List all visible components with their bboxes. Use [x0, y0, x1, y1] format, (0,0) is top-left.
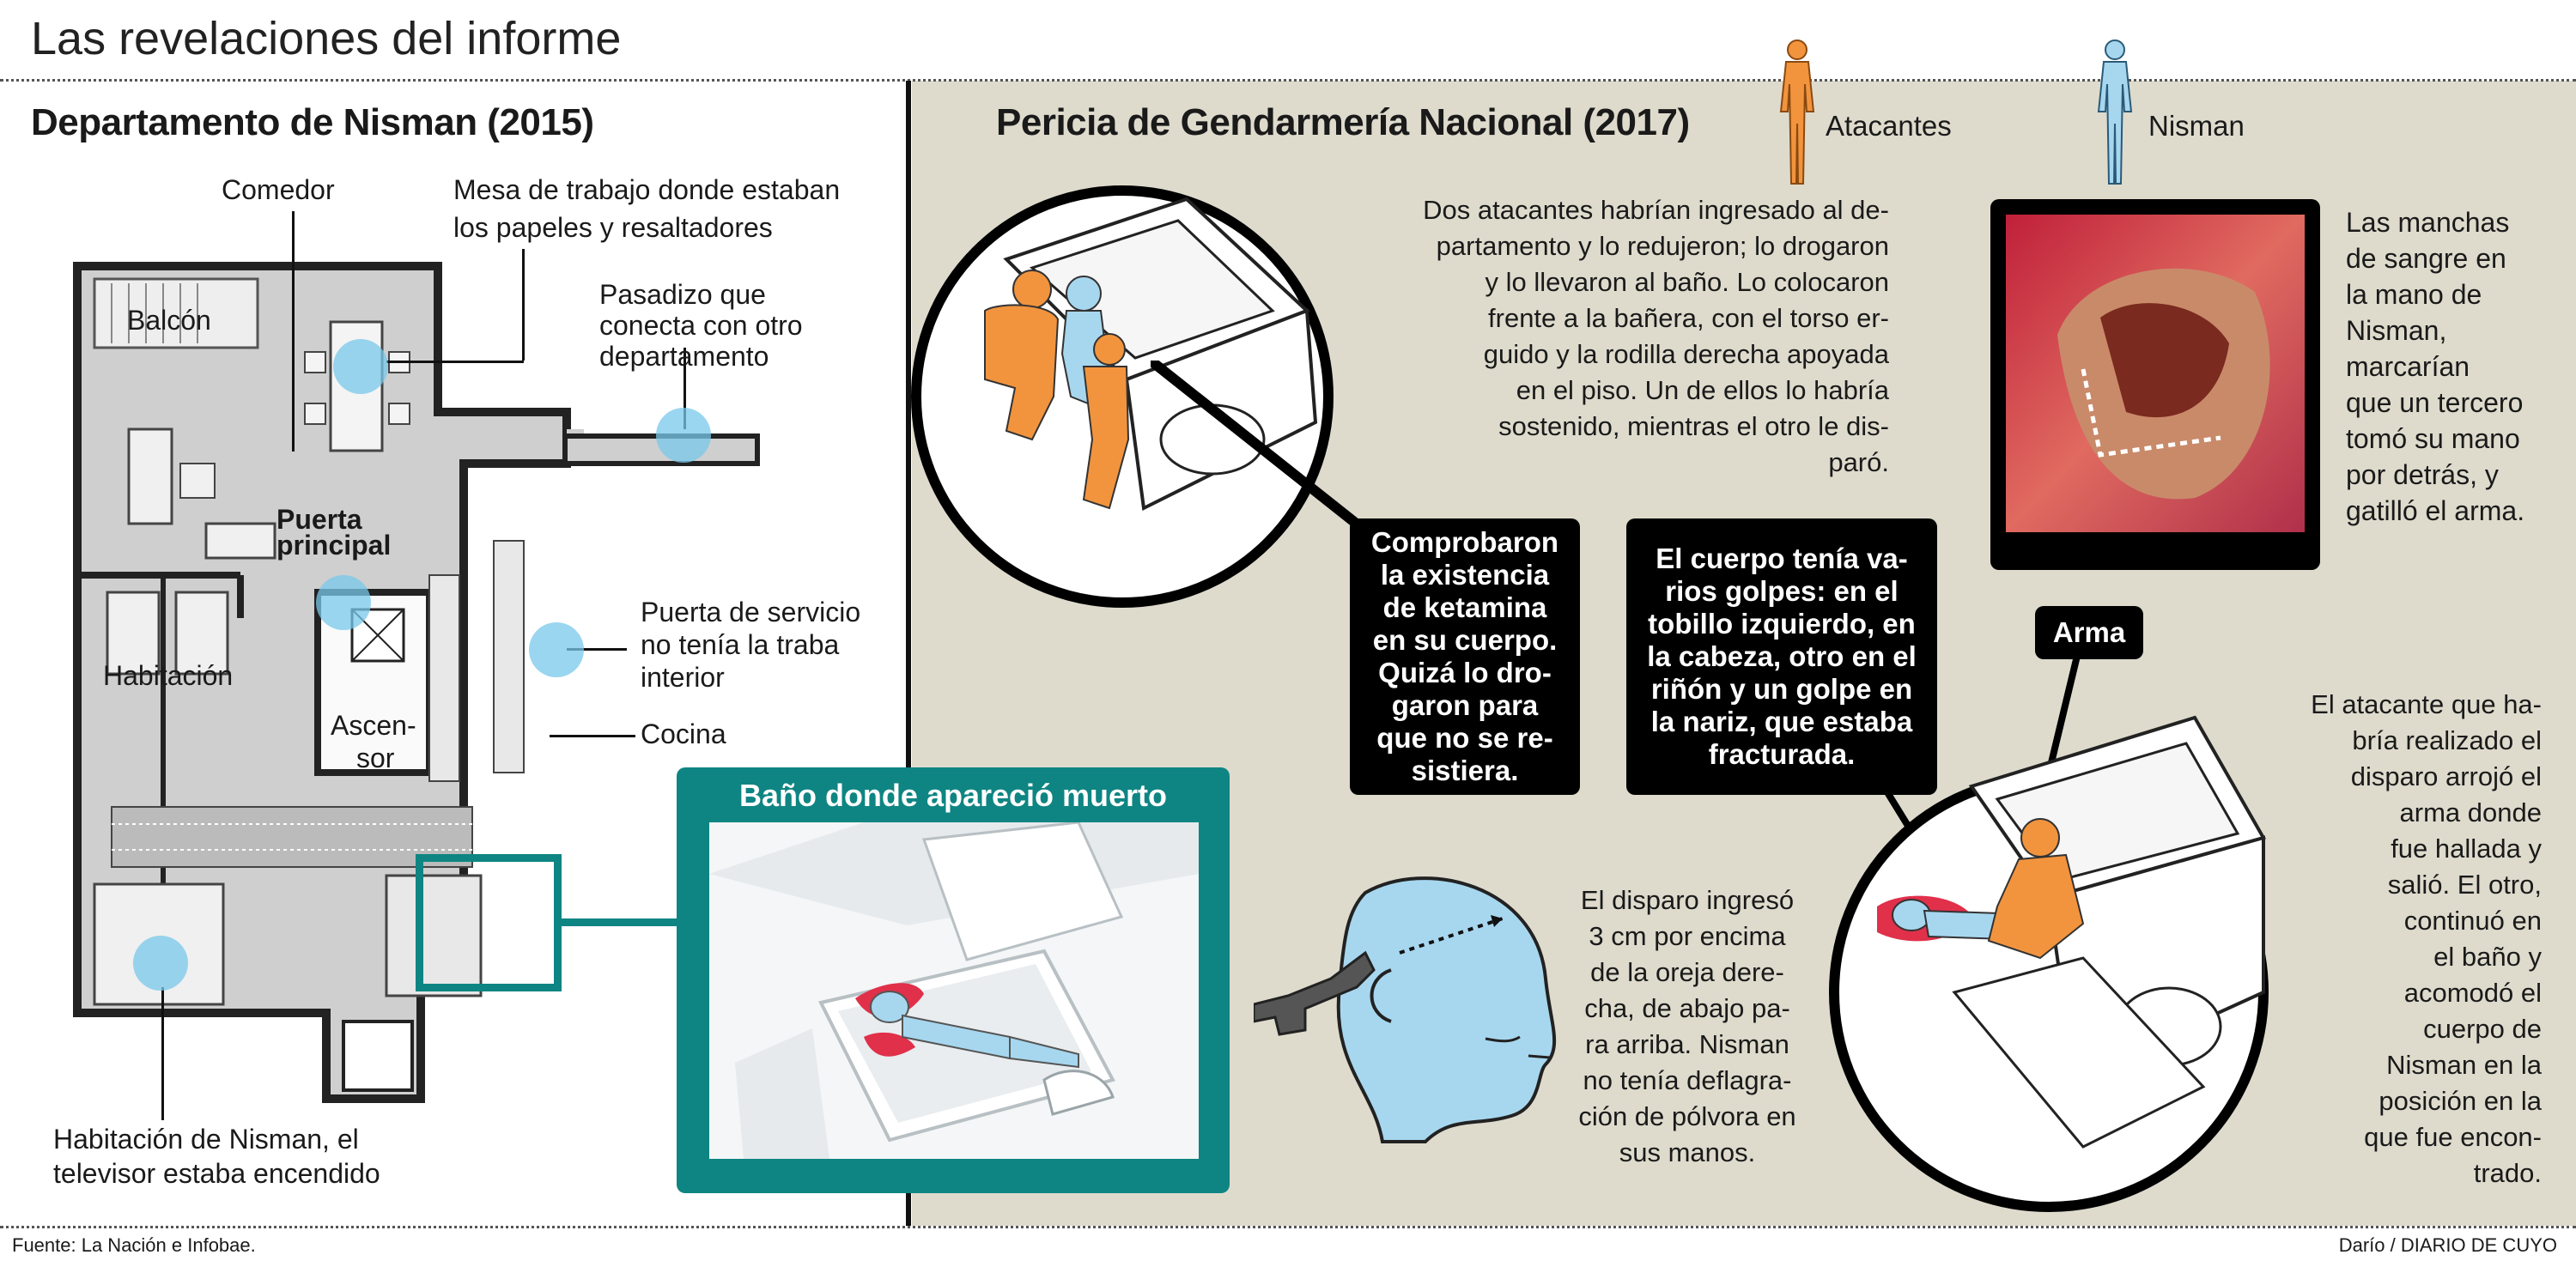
manchas-line: Las manchas: [2346, 207, 2510, 238]
label-pasadizo-3: departamento: [599, 341, 769, 372]
atacante-line: continuó en: [2403, 906, 2542, 936]
disparo-line: El disparo ingresó: [1580, 885, 1795, 915]
manchas-line: que un tercero: [2346, 387, 2524, 418]
label-hab-nisman-1: Habitación de Nisman, el: [53, 1124, 359, 1155]
manchas-line: marcarían: [2346, 351, 2470, 382]
disparo-line: no tenía deflagra-: [1583, 1065, 1792, 1095]
intro-line: frente a la bañera, con el torso er-: [1488, 303, 1889, 333]
intro-line: partamento y lo redujeron; lo drogaron: [1436, 231, 1889, 261]
label-mesa-2: los papeles y resaltadores: [453, 212, 773, 243]
atacante-line: posición en la: [2379, 1086, 2542, 1116]
disparo-text: [1537, 882, 1838, 1171]
label-puerta-servicio-3: interior: [641, 662, 725, 693]
ketamina-line: Quizá lo dro-: [1378, 657, 1552, 688]
golpes-line: la cabeza, otro en el: [1647, 640, 1917, 672]
atacante-line: disparo arrojó el: [2350, 761, 2542, 791]
intro-line: guido y la rodilla derecha apoyada: [1483, 339, 1889, 369]
hand-photo: [2006, 215, 2305, 532]
left-heading: Departamento de Nisman (2015): [31, 101, 594, 143]
label-pasadizo-2: conecta con otro: [599, 310, 803, 341]
atacante-line: fue hallada y: [2391, 834, 2542, 864]
disparo-line: 3 cm por encima: [1589, 921, 1786, 951]
label-mesa-1: Mesa de trabajo donde estaban: [453, 174, 841, 205]
golpes-line: fracturada.: [1708, 738, 1856, 770]
leader-cocina: [550, 735, 635, 737]
manchas-line: de sangre en: [2346, 243, 2506, 274]
ketamina-line: garon para: [1391, 689, 1539, 721]
marker-puerta-principal: [316, 575, 371, 630]
bano-connector: [562, 918, 677, 926]
legend-attackers: Atacantes: [1826, 110, 1952, 142]
marker-hab-nisman: [133, 936, 188, 991]
atacante-line: salió. El otro,: [2387, 870, 2542, 900]
label-habitacion: Habitación: [103, 660, 234, 691]
manchas-line: gatilló el arma.: [2346, 495, 2525, 526]
label-puerta-servicio-2: no tenía la traba: [641, 629, 840, 660]
source-note: Fuente: La Nación e Infobae.: [12, 1234, 256, 1256]
manchas-line: por detrás, y: [2346, 459, 2499, 490]
bano-highlight: [416, 854, 562, 991]
legend-victim: Nisman: [2148, 110, 2245, 142]
arma-label: Arma: [2052, 616, 2126, 648]
disparo-line: cha, de abajo pa-: [1584, 993, 1790, 1023]
label-ascensor-2: sor: [356, 743, 395, 773]
manchas-line: Nisman,: [2346, 315, 2447, 346]
marker-pasadizo: [656, 408, 711, 463]
ketamina-line: de ketamina: [1382, 591, 1547, 623]
atacante-line: bría realizado el: [2352, 725, 2542, 755]
golpes-line: tobillo izquierdo, en: [1648, 608, 1916, 640]
atacante-line: Nisman en la: [2386, 1050, 2542, 1080]
label-puerta-servicio-1: Puerta de servicio: [641, 597, 861, 627]
intro-line: sostenido, mientras el otro le dis-: [1498, 411, 1889, 441]
intro-line: paró.: [1828, 447, 1889, 477]
intro-text: [1340, 192, 1889, 481]
leader-hab-nisman: [161, 987, 164, 1120]
atacante-line: el baño y: [2433, 942, 2542, 972]
ketamina-line: Comprobaron: [1370, 526, 1559, 558]
label-puerta-principal-2: principal: [276, 530, 392, 561]
ketamina-line: la existencia: [1380, 559, 1550, 591]
bano-illustration: [709, 822, 1199, 1159]
manchas-text: [2346, 204, 2569, 529]
intro-line: Dos atacantes habrían ingresado al de-: [1423, 195, 1889, 225]
atacante-line: arma donde: [2399, 797, 2542, 827]
golpes-line: la nariz, que estaba: [1650, 706, 1913, 737]
ketamina-line: sistiera.: [1411, 755, 1519, 786]
page-title: Las revelaciones del informe: [31, 13, 622, 64]
label-ascensor-1: Ascen-: [331, 710, 416, 741]
atacante-line: cuerpo de: [2423, 1014, 2542, 1044]
ketamina-line: que no se re-: [1376, 722, 1553, 754]
marker-puerta-servicio: [529, 622, 584, 677]
disparo-line: de la oreja dere-: [1590, 957, 1784, 987]
leader-comedor: [292, 211, 295, 452]
bano-title: Baño donde apareció muerto: [738, 778, 1168, 813]
attacker-figure-icon: [1776, 38, 1819, 189]
manchas-line: la mano de: [2346, 279, 2482, 310]
manchas-line: tomó su mano: [2346, 423, 2520, 454]
intro-line: y lo llevaron al baño. Lo colocaron: [1485, 267, 1889, 297]
head-shot-illustration: [1254, 858, 1580, 1150]
leader-mesa: [522, 249, 525, 361]
scene-shot-illustration: [1826, 683, 2272, 1233]
victim-figure-icon: [2093, 38, 2136, 189]
label-pasadizo-1: Pasadizo que: [599, 279, 766, 310]
disparo-line: ción de pólvora en: [1578, 1101, 1796, 1131]
right-heading: Pericia de Gendarmería Nacional (2017): [996, 101, 1690, 143]
golpes-line: rios golpes: en el: [1665, 575, 1899, 607]
label-puerta-principal-1: Puerta: [276, 504, 362, 535]
disparo-line: ra arriba. Nisman: [1585, 1029, 1789, 1059]
label-comedor: Comedor: [222, 174, 335, 205]
ketamina-line: en su cuerpo.: [1372, 624, 1558, 656]
intro-line: en el piso. Un de ellos lo habría: [1516, 375, 1889, 405]
label-cocina: Cocina: [641, 718, 726, 749]
label-hab-nisman-2: televisor estaba encendido: [53, 1158, 380, 1189]
title-divider: [0, 79, 2576, 82]
golpes-line: El cuerpo tenía va-: [1656, 543, 1908, 574]
marker-mesa: [333, 339, 388, 394]
disparo-line: sus manos.: [1619, 1137, 1756, 1167]
golpes-line: riñón y un golpe en: [1650, 673, 1913, 705]
atacante-line: que fue encon-: [2364, 1122, 2542, 1152]
atacante-line: trado.: [2473, 1158, 2542, 1188]
label-balcon: Balcón: [127, 305, 211, 336]
atacante-line: acomodó el: [2403, 978, 2542, 1008]
leader-mesa-h: [386, 361, 524, 363]
arma-box: [2035, 606, 2143, 659]
credit-note: Darío / DIARIO DE CUYO: [2338, 1234, 2557, 1256]
atacante-text: [2233, 687, 2542, 1191]
atacante-line: El atacante que ha-: [2311, 689, 2542, 719]
ketamina-box: [1350, 518, 1580, 795]
